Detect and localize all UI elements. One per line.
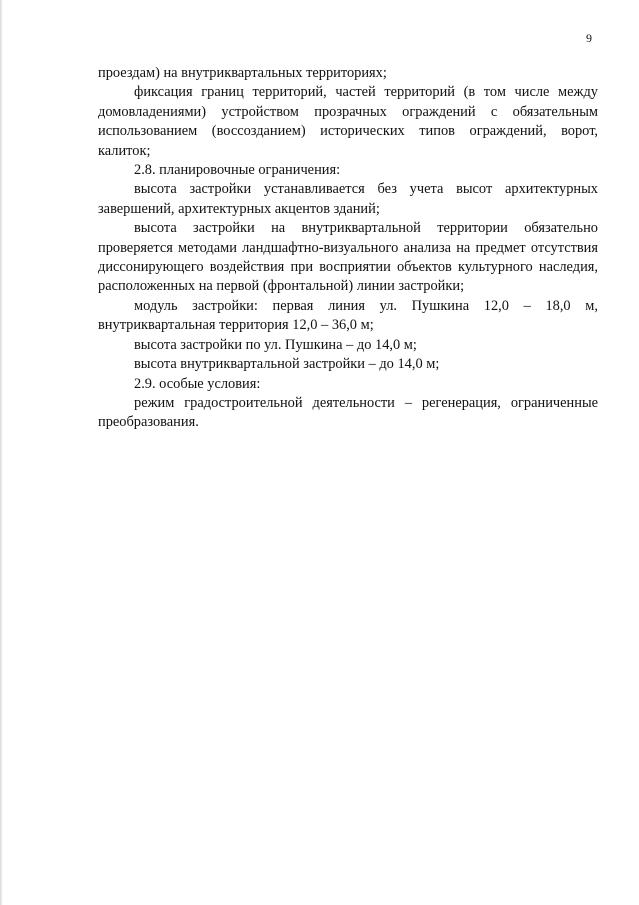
paragraph-boundary-fixation: фиксация границ территорий, частей территорий (в том числе между домовладениями) устройством прозрачных ограждений с обязательным использованием (воссозданием) исторических типов ограждений, ворот, калиток; [98,84,598,159]
paragraph-inner-height: высота внутриквартальной застройки – до 14,0 м; [134,356,440,373]
paragraph-pushkin-height: высота застройки по ул. Пушкина – до 14,0 м; [134,336,417,353]
document-body [98,64,598,433]
paragraph-planning-heading: 2.8. планировочные ограничения: [134,162,341,179]
paragraph-regime: режим градостроительной деятельности – регенерация, ограниченные преобразования. [98,394,598,431]
paragraph-inner-height-check: высота застройки на внутриквартальной территории обязательно проверяется методами ландшафтно-визуального анализа на предмет отсутствия диссонирующего воздействия при восприятии объектов культурного наследия, расположенных на первой (фронтальной) линии застройки; [98,220,598,295]
paragraph-building-module: модуль застройки: первая линия ул. Пушкина 12,0 – 18,0 м, внутриквартальная территория 12,0 – 36,0 м; [98,297,598,334]
page-number: 9 [586,31,592,45]
scan-edge [0,0,3,905]
paragraph-continuation: проездам) на внутриквартальных территориях; [98,65,387,81]
paragraph-special-conditions-heading: 2.9. особые условия: [134,375,261,392]
paragraph-height-rule: высота застройки устанавливается без учета высот архитектурных завершений, архитектурных акцентов зданий; [98,181,598,217]
